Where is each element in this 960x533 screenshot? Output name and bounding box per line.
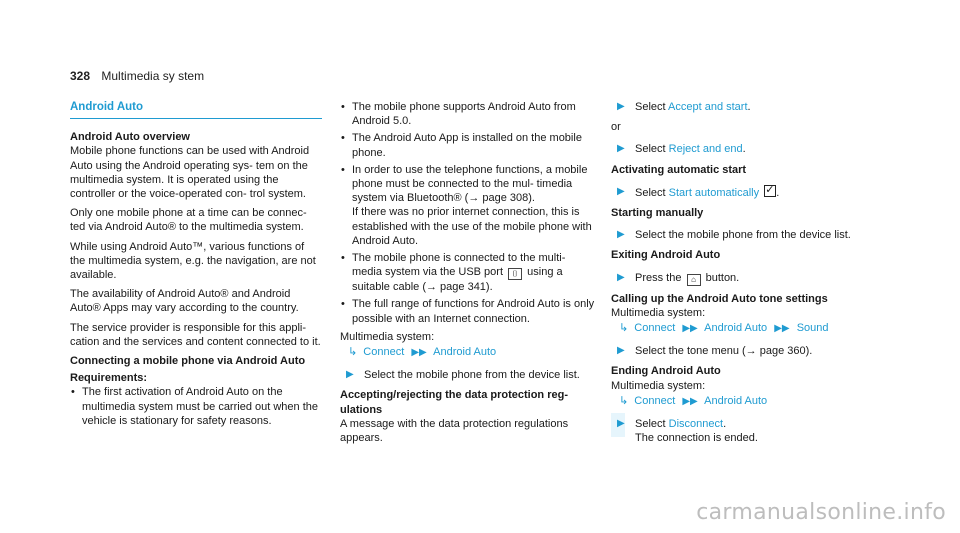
step-arrow-icon: ▶	[617, 229, 625, 241]
list-item-text: using a suitable cable (→ page 341).	[352, 266, 563, 294]
paragraph: A message with the data protection regulations appears.	[340, 417, 569, 445]
menu-path	[619, 321, 861, 336]
step-arrow-icon: ▶	[617, 418, 625, 430]
heading-requirements: Requirements:	[70, 372, 148, 385]
step-result-text: The connection is ended.	[635, 432, 758, 445]
watermark: carmanualsonline.info	[696, 500, 946, 525]
path-separator-icon: ▶▶	[682, 395, 698, 407]
menu-path-android-auto[interactable]: Android Auto	[704, 322, 768, 335]
requirements-list-cont	[340, 100, 596, 326]
reject-and-end-option[interactable]: Reject and end	[668, 143, 743, 156]
instruction-step	[340, 368, 596, 382]
menu-path-sound[interactable]: Sound	[796, 322, 829, 335]
step-arrow-icon: ▶	[617, 101, 625, 112]
menu-path-connect[interactable]: Connect	[634, 394, 676, 407]
heading-tone-settings: Calling up the Android Auto tone settings	[611, 292, 828, 305]
list-item: • The mobile phone supports Android Auto from Android 5.0.	[340, 100, 596, 128]
step-text: Select the mobile phone from the device list.	[364, 369, 580, 382]
path-separator-icon: ▶▶	[774, 323, 790, 335]
column-1	[70, 100, 322, 432]
usb-port-icon: ⌷	[508, 268, 522, 280]
or-text: or	[611, 121, 621, 134]
multimedia-label: Multimedia system:	[611, 379, 706, 392]
instruction-step	[611, 228, 861, 242]
section-title: Android Auto	[70, 100, 322, 119]
list-item: • The first activation of Android Auto on the multimedia system must be carried out when the vehicle is stationary for safety reasons.	[70, 385, 322, 428]
step-text: Press the	[635, 271, 682, 284]
menu-path-connect[interactable]: Connect	[634, 322, 676, 335]
list-item	[340, 163, 596, 248]
column-3	[611, 100, 861, 451]
start-automatically-option[interactable]: Start automatically	[668, 186, 760, 199]
path-separator-icon: ▶▶	[411, 347, 427, 359]
page-header	[70, 69, 204, 83]
step-arrow-icon: ▶	[346, 369, 354, 381]
instruction-step	[611, 271, 861, 286]
menu-path-android-auto[interactable]: Android Auto	[433, 346, 497, 359]
step-text: Select the mobile phone from the device list.	[635, 229, 851, 242]
step-text: Select the tone menu (→ page 360).	[635, 345, 813, 358]
list-item-text: In order to use the telephone functions, a mobile phone must be connected to the mul- timedia system via Bluetooth® (→ page 308).	[352, 163, 588, 205]
menu-path-connect[interactable]: Connect	[363, 346, 405, 359]
heading-exiting: Exiting Android Auto	[611, 249, 721, 262]
heading-overview: Android Auto overview	[70, 131, 190, 144]
checkbox-checked-icon	[764, 185, 776, 197]
accept-and-start-option[interactable]: Accept and start	[668, 101, 748, 113]
instruction-step	[611, 344, 861, 358]
home-icon: ⌂	[687, 274, 701, 286]
page-number: 328	[70, 69, 91, 83]
paragraph: Mobile phone functions can be used with Android Auto using the Android operating sys- tem on the multimedia system. It is operated using the controller or the voice-operated con- trol system.	[70, 145, 310, 201]
path-arrow-icon: ↳	[348, 346, 358, 359]
step-arrow-icon: ▶	[617, 143, 625, 155]
step-text: Select	[635, 101, 666, 113]
heading-starting-manually: Starting manually	[611, 207, 704, 220]
instruction-step: ▶ Select Disconnect. The connection is ended.	[611, 417, 861, 445]
list-item: • The full range of functions for Android Auto is only possible with an Internet connection.	[340, 297, 596, 325]
list-item-text: The mobile phone is connected to the multi- media system via the USB port	[352, 252, 566, 279]
path-arrow-icon: ↳	[619, 322, 629, 335]
heading-activating: Activating automatic start	[611, 163, 747, 176]
list-item	[340, 251, 596, 294]
step-text: button.	[705, 271, 740, 284]
page-header-title: Multimedia sy stem	[101, 69, 205, 83]
disconnect-option[interactable]: Disconnect	[668, 418, 724, 431]
heading-connecting: Connecting a mobile phone via Android Auto	[70, 355, 306, 368]
instruction-step: ▶ Select Accept and start.	[617, 101, 751, 113]
menu-path	[348, 345, 596, 360]
paragraph: The service provider is responsible for this appli- cation and the services and content connected to it.	[70, 321, 321, 348]
menu-path	[619, 394, 861, 409]
paragraph: While using Android Auto™, various functions of the multimedia system, e.g. the navigation, are not available.	[70, 240, 316, 282]
path-separator-icon: ▶▶	[682, 323, 698, 335]
instruction-step: ▶ Select Reject and end.	[617, 143, 746, 156]
paragraph: Only one mobile phone at a time can be connec- ted via Android Auto® to the multimedia system.	[70, 207, 307, 234]
requirements-list	[70, 385, 322, 428]
column-2	[340, 100, 596, 450]
step-text: Select	[635, 186, 666, 199]
path-arrow-icon: ↳	[619, 394, 629, 407]
step-arrow-icon: ▶	[617, 271, 625, 283]
heading-accept-reject: Accepting/rejecting the data protection reg- ulations	[340, 389, 568, 416]
step-text: Select	[635, 143, 666, 156]
list-item: • The Android Auto App is installed on the mobile phone.	[340, 131, 596, 159]
multimedia-label: Multimedia system:	[340, 330, 435, 343]
step-arrow-icon: ▶	[617, 185, 625, 197]
menu-path-android-auto[interactable]: Android Auto	[704, 394, 768, 407]
paragraph: The availability of Android Auto® and Android Auto® Apps may vary according to the country.	[70, 288, 299, 315]
heading-ending: Ending Android Auto	[611, 365, 721, 378]
multimedia-label: Multimedia system:	[611, 306, 706, 319]
instruction-step: ▶ Select Start automatically ✓ .	[611, 185, 861, 200]
step-text: Select	[635, 418, 666, 431]
list-item-text: If there was no prior internet connection, this is established with the use of the mobile phone with Android Auto.	[352, 206, 592, 247]
step-arrow-icon: ▶	[617, 345, 625, 357]
